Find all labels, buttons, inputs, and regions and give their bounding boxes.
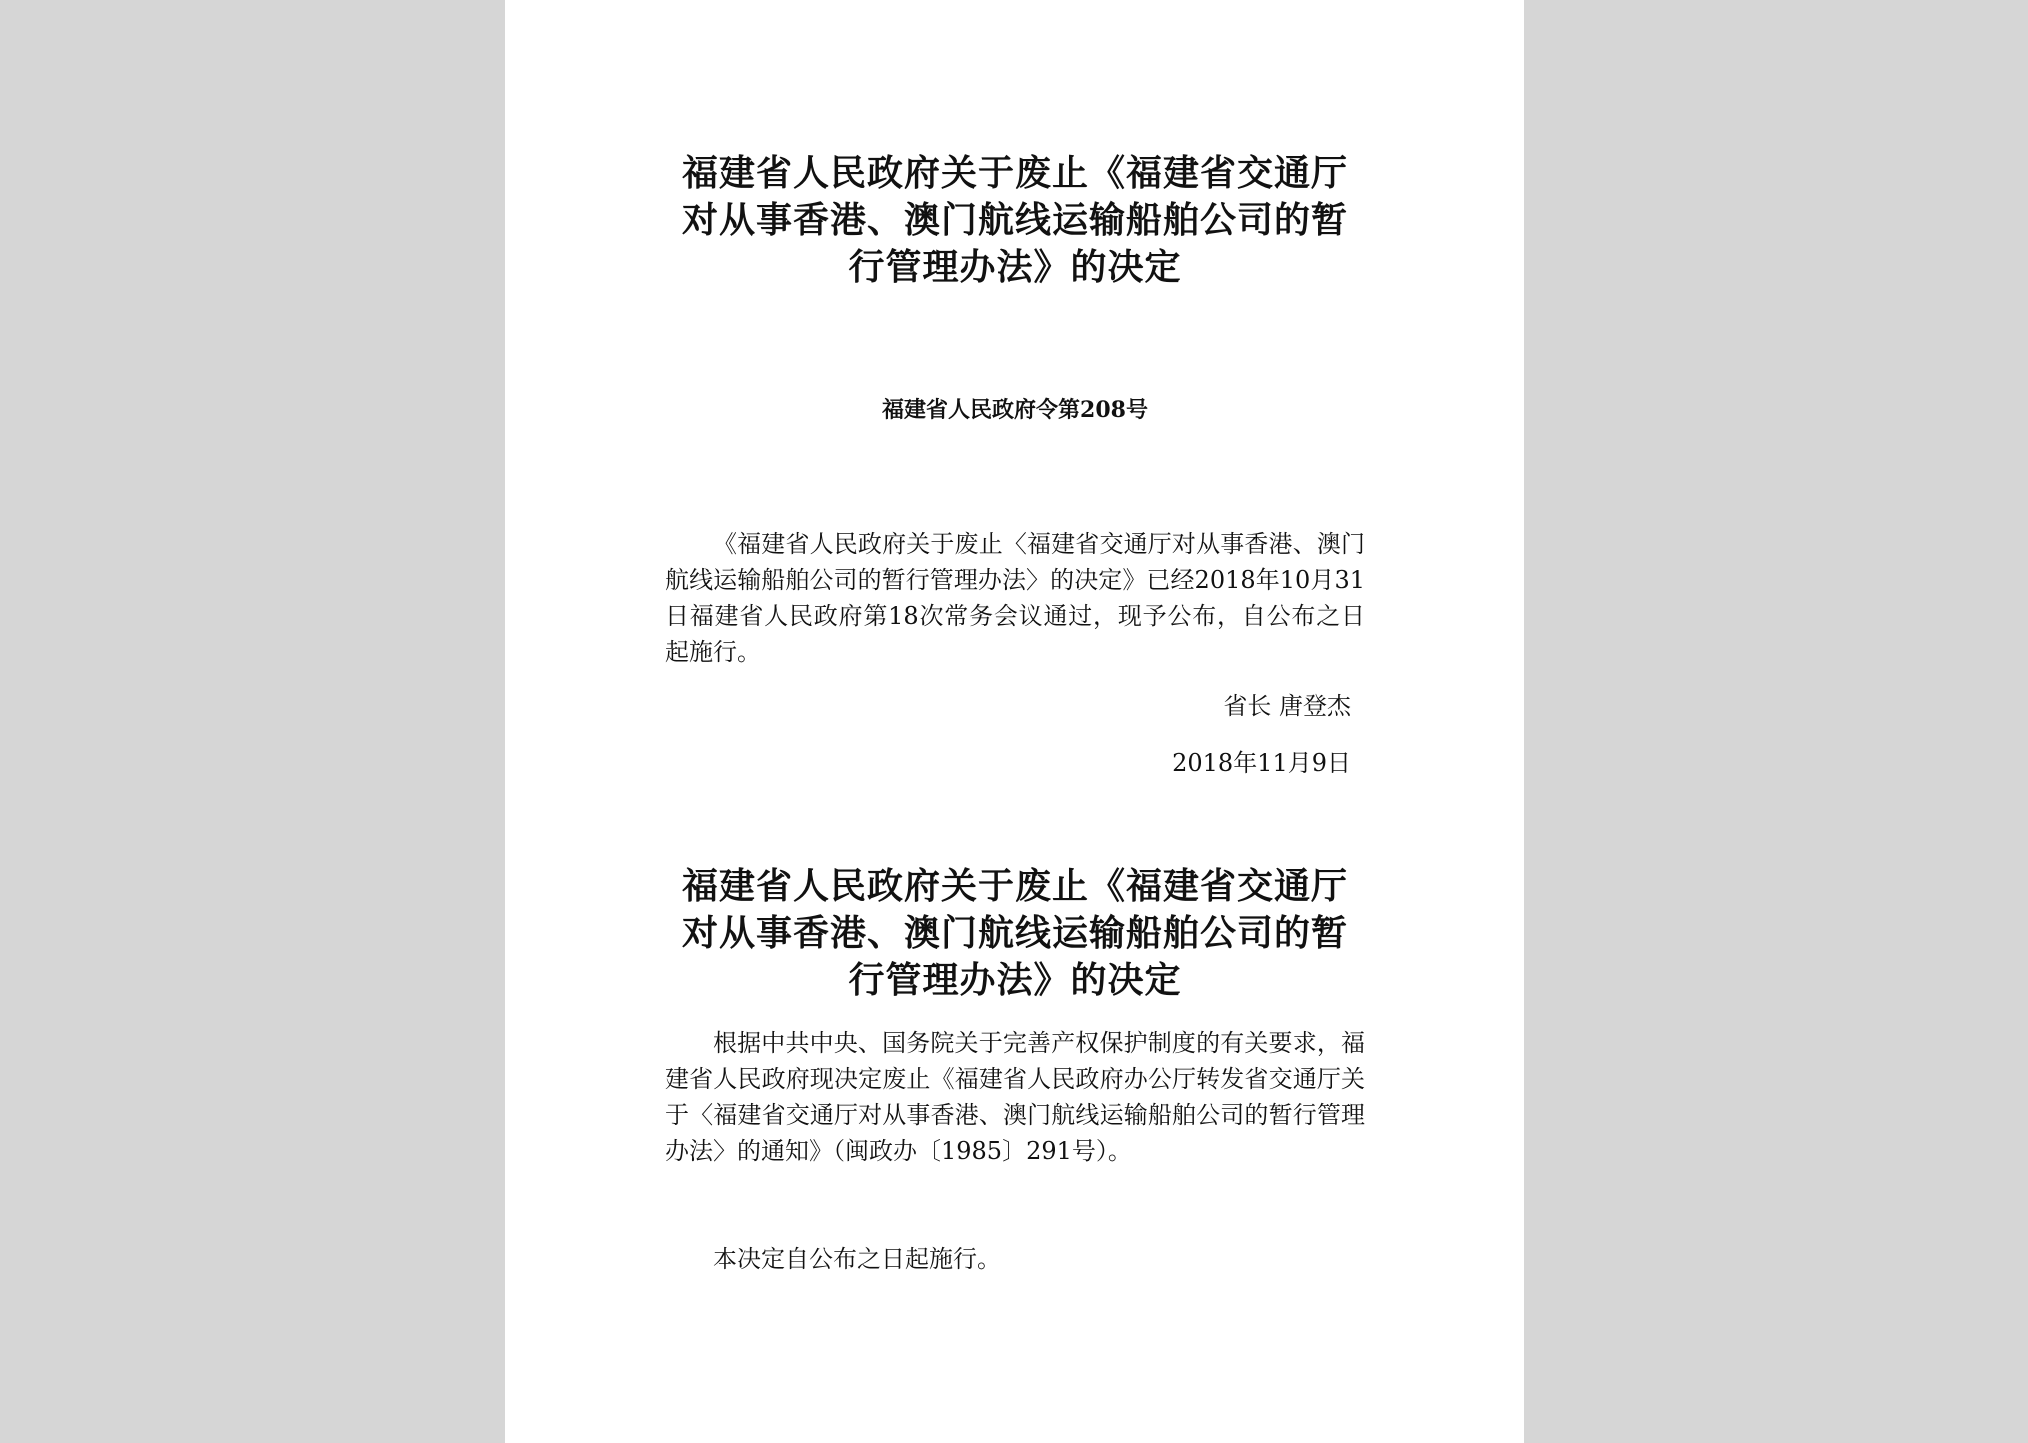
announcement-block [665, 526, 1365, 670]
announcement-paragraph: 《福建省人民政府关于废止〈福建省交通厅对从事香港、澳门航线运输船舶公司的暂行管理办法〉的决定》已经2018年10月31日福建省人民政府第18次常务会议通过，现予公布，自公布之日起施行。 [665, 530, 1365, 666]
document-title: 福建省人民政府关于废止《福建省交通厅对从事香港、澳门航线运输船舶公司的暂行管理办法》的决定 [681, 152, 1348, 288]
header-block [665, 150, 1365, 291]
body-paragraph: 根据中共中央、国务院关于完善产权保护制度的有关要求，福建省人民政府现决定废止《福建省人民政府办公厅转发省交通厅关于〈福建省交通厅对从事香港、澳门航线运输船舶公司的暂行管理办法〉的通知》（闽政办〔1985〕291号）。 [665, 1029, 1365, 1165]
body-header-block [665, 863, 1365, 1004]
body-block [665, 1025, 1365, 1169]
signature-block [665, 688, 1365, 724]
issue-date: 2018年11月9日 [1172, 749, 1351, 777]
effective-paragraph: 本决定自公布之日起施行。 [713, 1245, 1001, 1273]
effective-block [665, 1241, 1365, 1277]
date-block [665, 745, 1365, 781]
document-page [505, 0, 1524, 1443]
order-block [665, 395, 1365, 425]
order-number: 福建省人民政府令第208号 [882, 397, 1148, 423]
signatory: 省长 唐登杰 [1223, 692, 1351, 720]
body-title: 福建省人民政府关于废止《福建省交通厅对从事香港、澳门航线运输船舶公司的暂行管理办法》的决定 [681, 865, 1348, 1001]
